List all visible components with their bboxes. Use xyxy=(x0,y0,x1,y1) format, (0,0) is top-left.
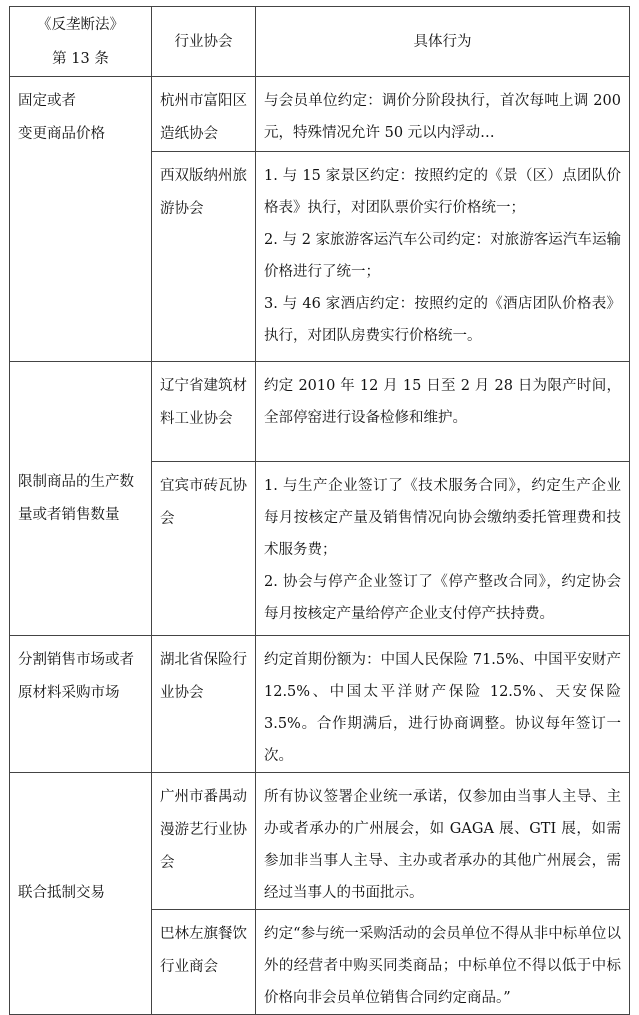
header-article: 第 13 条 xyxy=(52,50,109,67)
category-cell xyxy=(10,773,152,1015)
category-text: 分割销售市场或者原材料采购市场 xyxy=(18,652,134,701)
category-cell xyxy=(10,362,152,636)
behavior-cell xyxy=(256,362,630,462)
behavior-paragraph: 3. 与 46 家酒店约定：按照约定的《酒店团队价格表》执行，对团队房费实行价格统一。 xyxy=(264,296,621,344)
behavior-cell xyxy=(256,910,630,1015)
behavior-paragraph: 所有协议签署企业统一承诺，仅参加由当事人主导、主办或者承办的广州展会，如 GAGA 展、GTI 展，如需参加非当事人主导、主办或者承办的其他广州展会，需经过当事人的书面批示。 xyxy=(264,789,621,901)
association-cell: 巴林左旗餐饮行业商会 xyxy=(152,910,256,1015)
association-cell: 湖北省保险行业协会 xyxy=(152,636,256,773)
behavior-cell xyxy=(256,77,630,152)
category-cell xyxy=(10,636,152,773)
table-row xyxy=(10,773,630,910)
header-row xyxy=(10,7,630,77)
behavior-paragraph: 约定“参与统一采购活动的会员单位不得从非中标单位以外的经营者中购买同类商品；中标单位不得以低于中标价格向非会员单位销售合同约定商品。” xyxy=(264,926,621,1006)
antimonopoly-table xyxy=(9,6,630,1015)
behavior-paragraph: 1. 与生产企业签订了《技术服务合同》，约定生产企业每月按核定产量及销售情况向协会缴纳委托管理费和技术服务费； xyxy=(264,478,621,558)
header-behavior: 具体行为 xyxy=(256,7,630,77)
behavior-paragraph: 约定首期份额为：中国人民保险 71.5%、中国平安财产 12.5%、中国太平洋财产保险 12.5%、天安保险 3.5%。合作期满后，进行协商调整。协议每年签订一次。 xyxy=(264,652,621,764)
category-cell xyxy=(10,77,152,362)
category-text: 限制商品的生产数量或者销售数量 xyxy=(18,473,134,523)
table-row xyxy=(10,636,630,773)
association-cell: 杭州市富阳区造纸协会 xyxy=(152,77,256,152)
table-row xyxy=(10,77,630,152)
behavior-cell xyxy=(256,636,630,773)
table-row xyxy=(10,362,630,462)
behavior-paragraph: 约定 2010 年 12 月 15 日至 2 月 28 日为限产时间，全部停窑进行设备检修和维护。 xyxy=(264,378,621,426)
category-text: 联合抵制交易 xyxy=(18,885,105,901)
header-law-article xyxy=(10,7,152,77)
association-cell: 西双版纳州旅游协会 xyxy=(152,152,256,362)
category-line: 变更商品价格 xyxy=(18,126,105,142)
behavior-cell xyxy=(256,152,630,362)
header-law: 《反垄断法》 xyxy=(37,16,124,33)
behavior-paragraph: 2. 与 2 家旅游客运汽车公司约定：对旅游客运汽车运输价格进行了统一； xyxy=(264,232,621,280)
category-line: 固定或者 xyxy=(18,93,76,109)
association-cell: 广州市番禺动漫游艺行业协会 xyxy=(152,773,256,910)
behavior-cell xyxy=(256,462,630,636)
behavior-cell xyxy=(256,773,630,910)
behavior-paragraph: 与会员单位约定：调价分阶段执行，首次每吨上调 200 元，特殊情况允许 50 元以内浮动… xyxy=(264,93,621,141)
association-cell: 宜宾市砖瓦协会 xyxy=(152,462,256,636)
association-cell: 辽宁省建筑材料工业协会 xyxy=(152,362,256,462)
header-association: 行业协会 xyxy=(152,7,256,77)
behavior-paragraph: 1. 与 15 家景区约定：按照约定的《景（区）点团队价格表》执行，对团队票价实行价格统一； xyxy=(264,168,621,216)
behavior-paragraph: 2. 协会与停产企业签订了《停产整改合同》，约定协会每月按核定产量给停产企业支付停产扶持费。 xyxy=(264,574,621,622)
